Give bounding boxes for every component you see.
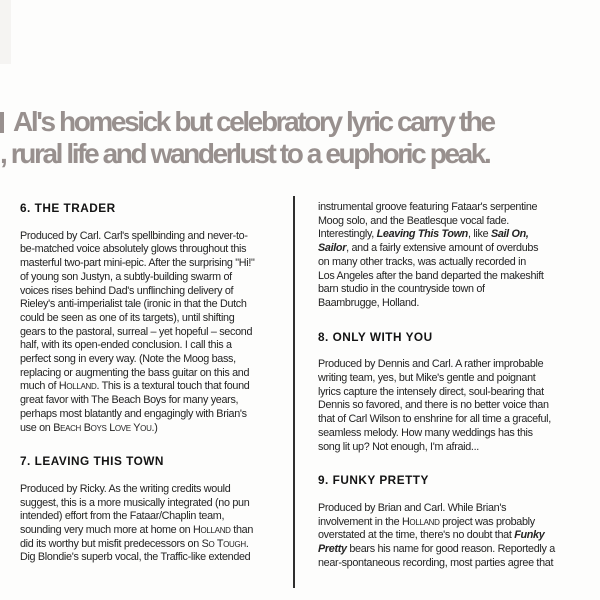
text-line: use on Beach Boys Love You.) bbox=[20, 421, 158, 434]
text-line: great favor with The Beach Boys for many years, bbox=[20, 394, 239, 407]
cropped-letter-stub bbox=[0, 112, 4, 133]
column-divider-rule bbox=[293, 196, 295, 588]
text-line: suggest, this is a more musically integrated (no pun bbox=[20, 496, 250, 509]
text-line: perhaps most blatantly and engagingly with Brian's bbox=[20, 407, 247, 420]
text-line: seamless melody. How many weddings has this bbox=[318, 426, 533, 439]
text-line: involvement in the Holland project was probably bbox=[318, 515, 535, 528]
text-line: of young son Justyn, a subtly-building swarm of bbox=[20, 270, 232, 283]
left-column bbox=[20, 202, 296, 565]
text-line: instrumental groove featuring Fataar's serpentine bbox=[318, 201, 538, 213]
paragraph bbox=[318, 502, 588, 571]
text-line: Rieley's anti-imperialist tale (ironic in that the Dutch bbox=[20, 298, 247, 311]
text-line: intended) effort from the Fataar/Chaplin team, bbox=[20, 510, 225, 523]
text-line: near-spontaneous recording, most parties agree that bbox=[318, 556, 554, 569]
text-line: Produced by Brian and Carl. While Brian's bbox=[318, 501, 507, 514]
text-line: masterful two-part mini-epic. After the surprising "Hi!" bbox=[20, 257, 255, 270]
text-line: that of Carl Wilson to enshrine for all time a graceful, bbox=[318, 413, 551, 426]
text-line: did its worthy but misfit predecessors on So Tough. bbox=[20, 537, 249, 550]
text-line: on many other tracks, was actually recorded in bbox=[318, 255, 526, 268]
text-line: half, with its open-ended conclusion. I call this a bbox=[20, 339, 232, 352]
paragraph bbox=[318, 201, 588, 311]
paragraph bbox=[20, 483, 296, 565]
text-line: replacing or augmenting the bass guitar on this and bbox=[20, 366, 250, 379]
headline-line-1: Al's homesick but celebratory lyric carry the bbox=[13, 106, 494, 137]
text-line: Los Angeles after the band departed the makeshift bbox=[318, 269, 544, 282]
paragraph bbox=[20, 230, 296, 436]
text-line: Produced by Ricky. As the writing credits would bbox=[20, 482, 231, 495]
text-line: lyrics capture the intensely direct, soul-bearing that bbox=[318, 385, 544, 398]
text-line: barn studio in the countryside town of bbox=[318, 283, 485, 296]
text-line: Moog solo, and the Beatlesque vocal fade. bbox=[318, 214, 509, 227]
track-heading: 7. LEAVING THIS TOWN bbox=[20, 454, 164, 469]
text-line: Pretty bears his name for good reason. Reportedly a bbox=[318, 543, 555, 556]
text-line: Dennis so favored, and there is no better voice than bbox=[318, 399, 549, 412]
text-line: much of Holland. This is a textural touch that found bbox=[20, 380, 250, 393]
text-line: gears to the pastoral, surreal – yet hopeful – second bbox=[20, 325, 253, 338]
paragraph bbox=[318, 358, 588, 454]
text-line: song lit up? Not enough, I'm afraid... bbox=[318, 440, 479, 453]
track-heading: 9. FUNKY PRETTY bbox=[318, 473, 429, 488]
scan-corner-shade bbox=[0, 0, 11, 64]
text-line: sounding very much more at home on Holland than bbox=[20, 524, 254, 537]
text-line: perfect song in every way. (Note the Moog bass, bbox=[20, 353, 236, 366]
text-line: Produced by Dennis and Carl. A rather improbable bbox=[318, 358, 544, 371]
text-line: Interestingly, Leaving This Town, like Sail On, bbox=[318, 228, 529, 241]
text-line: Baambrugge, Holland. bbox=[318, 296, 420, 309]
text-line: Sailor, and a fairly extensive amount of overdubs bbox=[318, 242, 539, 255]
text-line: writing team, yes, but Mike's gentle and poignant bbox=[318, 372, 536, 385]
text-line: Dig Blondie's superb vocal, the Traffic-like extended bbox=[20, 551, 251, 564]
text-line: could be seen as one of its targets), until shifting bbox=[20, 311, 235, 324]
right-column bbox=[318, 201, 588, 570]
text-line: be-matched voice absolutely glows throughout this bbox=[20, 243, 247, 256]
text-line: voices rises behind Dad's unflinching delivery of bbox=[20, 284, 234, 297]
track-heading: 8. ONLY WITH YOU bbox=[318, 329, 433, 344]
headline-line-2: , rural life and wanderlust to a euphoric peak. bbox=[0, 138, 490, 169]
text-line: overstated at the time, there's no doubt that Funky bbox=[318, 529, 545, 542]
text-line: Produced by Carl. Carl's spellbinding and never-to- bbox=[20, 229, 248, 242]
track-heading: 6. THE TRADER bbox=[20, 201, 116, 215]
